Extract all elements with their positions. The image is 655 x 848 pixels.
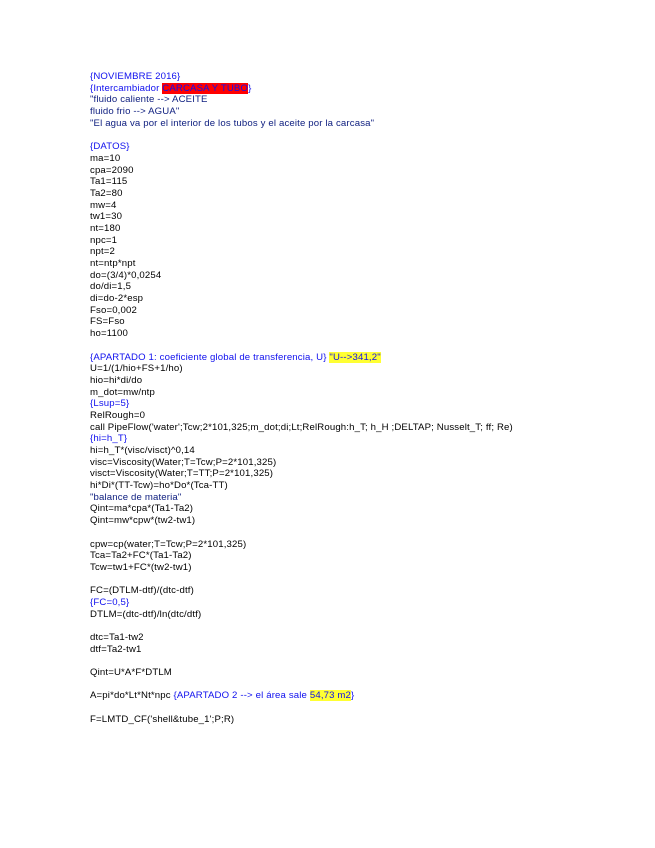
equation-line: [90, 410, 635, 422]
equation-line: [90, 305, 635, 317]
highlighted-text: 54,73 m2: [309, 690, 352, 702]
code-text: tw1=30: [90, 211, 123, 223]
string-text: "fluido caliente --> ACEITE: [90, 94, 208, 106]
comment-text: {hi=h_T}: [90, 433, 128, 445]
blank-line: [90, 527, 635, 539]
code-text: mw=4: [90, 199, 117, 211]
code-text: F=LMTD_CF('shell&tube_1';P;R): [90, 713, 235, 725]
comment-text: {DATOS}: [90, 141, 130, 153]
equation-line: [90, 83, 635, 95]
code-text: Qint=ma*cpa*(Ta1-Ta2): [90, 503, 194, 515]
equation-line: [90, 714, 635, 726]
comment-text: }: [248, 82, 252, 94]
comment-text: {NOVIEMBRE 2016}: [90, 71, 181, 82]
equation-line: [90, 141, 635, 153]
code-text: nt=ntp*npt: [90, 258, 136, 269]
equation-line: [90, 94, 635, 106]
code-text: Fso=0,002: [90, 304, 137, 316]
highlighted-text: "U-->341,2": [329, 351, 381, 363]
code-text: ho=1100: [90, 328, 128, 340]
highlighted-text: CARCASA Y TUBO: [162, 82, 249, 94]
equation-line: [90, 387, 635, 399]
equation-line: [90, 118, 635, 130]
code-text: visc=Viscosity(Water;T=Tcw;P=2*101,325): [90, 456, 277, 468]
equation-line: [90, 550, 635, 562]
equation-line: [90, 503, 635, 515]
equation-line: [90, 293, 635, 305]
equation-line: [90, 585, 635, 597]
comment-text: {FC=0,5}: [90, 596, 130, 608]
equation-line: [90, 445, 635, 457]
equation-line: [90, 258, 635, 270]
code-text: hi=h_T*(visc/visct)^0,14: [90, 445, 195, 456]
equation-line: [90, 457, 635, 469]
code-text: Tca=Ta2+FC*(Ta1-Ta2): [90, 550, 192, 562]
code-text: do=(3/4)*0,0254: [90, 269, 162, 281]
code-text: Ta1=115: [90, 176, 128, 188]
blank-line: [90, 655, 635, 667]
equation-line: [90, 690, 635, 702]
equation-line: [90, 188, 635, 200]
code-text: Ta2=80: [90, 187, 123, 199]
code-text: Qint=mw*cpw*(tw2-tw1): [90, 515, 196, 527]
equation-line: [90, 375, 635, 387]
equation-line: [90, 539, 635, 551]
comment-text: {APARTADO 1: coeficiente global de transferencia, U}: [90, 351, 330, 363]
code-text: U=1/(1/hio+FS+1/ho): [90, 363, 183, 375]
equation-line: [90, 632, 635, 644]
code-text: FC=(DTLM-dtf)/(dtc-dtf): [90, 585, 194, 597]
code-text: nt=180: [90, 222, 121, 234]
comment-text: }: [351, 690, 355, 702]
blank-line: [90, 620, 635, 632]
equation-line: [90, 480, 635, 492]
equation-line: [90, 644, 635, 656]
code-text: call PipeFlow('water';Tcw;2*101,325;m_dot;di;Lt;RelRough:h_T; h_H ;DELTAP; Nusselt_T; ff; Re): [90, 421, 513, 433]
code-text: cpw=cp(water;T=Tcw;P=2*101,325): [90, 538, 247, 550]
equation-line: [90, 246, 635, 258]
equation-line: [90, 597, 635, 609]
equation-line: [90, 71, 635, 83]
code-text: visct=Viscosity(Water;T=TT;P=2*101,325): [90, 468, 274, 480]
code-text: di=do-2*esp: [90, 293, 144, 305]
code-text: A=pi*do*Lt*Nt*npc: [90, 690, 174, 702]
code-text: dtf=Ta2-tw1: [90, 643, 142, 655]
string-text: fluido frio --> AGUA": [90, 106, 180, 118]
blank-line: [90, 574, 635, 586]
equation-line: [90, 352, 635, 364]
blank-line: [90, 702, 635, 714]
equation-line: [90, 328, 635, 340]
equation-line: [90, 422, 635, 434]
string-text: "El agua va por el interior de los tubos y el aceite por la carcasa": [90, 117, 375, 129]
equation-line: [90, 468, 635, 480]
string-text: "balance de materia": [90, 491, 182, 503]
code-text: Tcw=tw1+FC*(tw2-tw1): [90, 561, 192, 573]
code-text: ma=10: [90, 152, 121, 164]
equation-line: [90, 153, 635, 165]
code-text: do/di=1,5: [90, 281, 132, 293]
code-text: DTLM=(dtc-dtf)/ln(dtc/dtf): [90, 608, 202, 620]
code-text: dtc=Ta1-tw2: [90, 632, 144, 643]
equation-line: [90, 515, 635, 527]
equation-line: [90, 223, 635, 235]
equation-line: [90, 562, 635, 574]
blank-line: [90, 340, 635, 352]
comment-text: {Intercambiador: [90, 82, 163, 94]
equation-line: [90, 316, 635, 328]
code-text: Qint=U*A*F*DTLM: [90, 667, 172, 679]
comment-text: {APARTADO 2 --> el área sale: [173, 690, 310, 702]
comment-text: {Lsup=5}: [90, 398, 130, 410]
equation-line: [90, 398, 635, 410]
equation-line: [90, 235, 635, 247]
code-text: m_dot=mw/ntp: [90, 386, 155, 398]
equation-line: [90, 176, 635, 188]
equation-line: [90, 106, 635, 118]
equation-line: [90, 363, 635, 375]
equation-line: [90, 433, 635, 445]
equation-line: [90, 492, 635, 504]
blank-line: [90, 679, 635, 691]
code-text: FS=Fso: [90, 316, 125, 328]
blank-line: [90, 129, 635, 141]
equation-line: [90, 281, 635, 293]
equation-line: [90, 270, 635, 282]
code-text: hi*Di*(TT-Tcw)=ho*Do*(Tca-TT): [90, 480, 228, 492]
code-text: RelRough=0: [90, 409, 146, 421]
equation-line: [90, 211, 635, 223]
equation-line: [90, 165, 635, 177]
code-text: cpa=2090: [90, 164, 134, 176]
code-text: hio=hi*di/do: [90, 374, 143, 386]
code-text: npt=2: [90, 246, 116, 258]
equation-line: [90, 667, 635, 679]
equation-line: [90, 200, 635, 212]
equation-line: [90, 609, 635, 621]
equation-document: [90, 71, 635, 726]
code-text: npc=1: [90, 234, 118, 246]
